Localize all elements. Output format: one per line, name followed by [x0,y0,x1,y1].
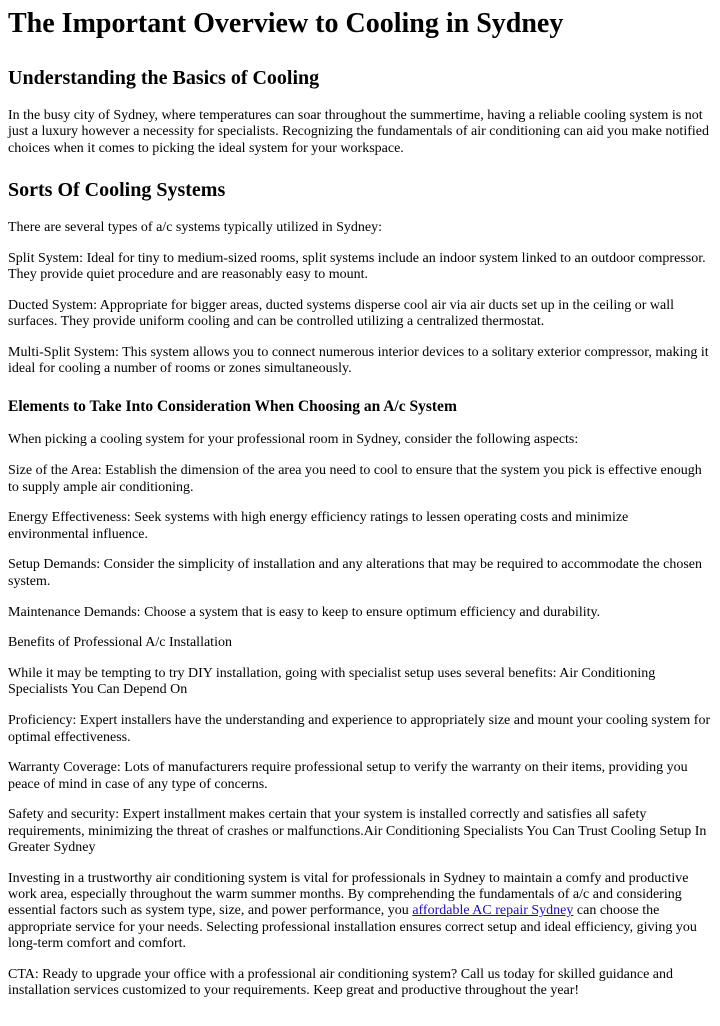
conclusion-text-after: can choose the appropriate service for your needs. Selecting professional installation ensures correct setup and ideal efficiency, giving you long-term comfort and comfort. [8,903,697,951]
benefits-label: Benefits of Professional A/c Installation [8,635,232,651]
type-item-split: Split System: Ideal for tiny to medium-sized rooms, split systems include an indoor system linked to an outdoor compressor. They provide quiet procedure and are reasonably easy to mount. [8,250,706,282]
affordable-ac-repair-link[interactable]: affordable AC repair Sydney [412,903,574,919]
article [0,8,720,999]
factor-item-maintenance: Maintenance Demands: Choose a system that is easy to keep to ensure optimum efficiency and durability. [8,604,601,620]
section-heading-basics: Understanding the Basics of Cooling [8,67,320,89]
factor-item-setup: Setup Demands: Consider the simplicity of installation and any alterations that may be required to accommodate the chosen system. [8,557,702,589]
benefits-intro: While it may be tempting to try DIY installation, going with specialist setup uses several benefits: Air Conditioning Specialists You Can Depend On [8,666,656,698]
type-item-multi-split: Multi-Split System: This system allows you to connect numerous interior devices to a solitary exterior compressor, making it ideal for cooling a number of rooms or zones simultaneously. [8,344,709,377]
benefit-item-proficiency: Proficiency: Expert installers have the understanding and experience to appropriately size and mount your cooling system for optimal effectiveness. [8,713,711,745]
factors-intro: When picking a cooling system for your professional room in Sydney, consider the following aspects: [8,432,579,448]
types-intro: There are several types of a/c systems typically utilized in Sydney: [8,219,382,235]
benefit-item-warranty: Warranty Coverage: Lots of manufacturers require professional setup to verify the warranty on their items, providing you peace of mind in case of any type of concerns. [8,760,688,792]
conclusion-paragraph [8,871,712,952]
basics-paragraph: In the busy city of Sydney, where temperatures can soar throughout the summertime, having a reliable cooling system is not just a luxury however a necessity for specialists. Recognizing the fundamentals of air conditioning can aid you make notified choices when it comes to picking the ideal system for your workspace. [8,108,709,156]
factor-item-size: Size of the Area: Establish the dimension of the area you need to cool to ensure that the system you pick is effective enough to supply ample air conditioning. [8,463,702,495]
type-item-ducted: Ducted System: Appropriate for bigger areas, ducted systems disperse cool air via air ducts set up in the ceiling or wall surfaces. They provide uniform cooling and can be controlled utilizing a centralized thermostat. [8,297,674,330]
cta-paragraph: CTA: Ready to upgrade your office with a professional air conditioning system? Call us today for skilled guidance and installation services customized to your requirements. Keep great and productive throughout the year! [8,966,674,999]
page-title: The Important Overview to Cooling in Sydney [8,8,564,39]
factor-item-energy: Energy Effectiveness: Seek systems with high energy efficiency ratings to lessen operating costs and minimize environmental influence. [8,510,629,542]
conclusion-text-before: Investing in a trustworthy air conditioning system is vital for professionals in Sydney to maintain a comfy and productive work area, especially throughout the warm summer months. By comprehending the fundamentals of a/c and considering essential factors such as system type, size, and power performance, you [8,870,689,919]
section-heading-factors: Elements to Take Into Consideration When Choosing an A/c System [8,398,457,416]
section-heading-types: Sorts Of Cooling Systems [8,178,226,201]
benefit-item-safety: Safety and security: Expert installment makes certain that your system is installed correctly and satisfies all safety requirements, minimizing the threat of crashes or malfunctions.Air Conditioning Specialists You Can Trust Cooling Setup In Greater Sydney [8,807,707,856]
